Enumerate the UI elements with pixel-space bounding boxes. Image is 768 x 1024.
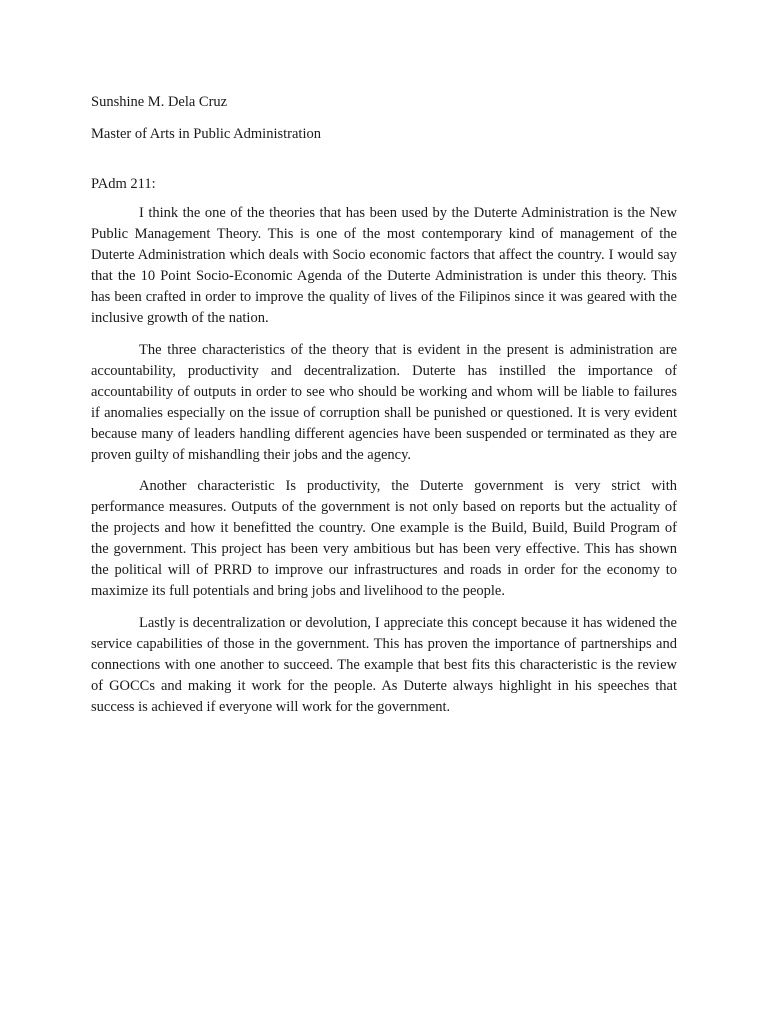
paragraph-1: I think the one of the theories that has been used by the Duterte Administration is the New Public Management Theory. This is one of the most contemporary kind of management of the Duterte Administration which deals with Socio economic factors that affect the country. I would say that the 10 Point Socio-Economic Agenda of the Duterte Administration is under this theory. This has been crafted in order to improve the quality of lives of the Filipinos since it was geared with the inclusive growth of the nation. [91, 205, 677, 326]
paragraph-2: The three characteristics of the theory that is evident in the present is administration are accountability, productivity and decentralization. Duterte has instilled the importance of accountability of outputs in order to see who should be working and whom will be liable to failures if anomalies especially on the issue of corruption shall be punished or questioned. It is very evident because many of leaders handling different agencies have been suspended or terminated as they are proven guilty of mishandling their jobs and the agency. [91, 341, 677, 463]
degree-program: Master of Arts in Public Administration [91, 125, 321, 142]
document-body [91, 92, 677, 728]
paragraph-3: Another characteristic Is productivity, the Duterte government is very strict with performance measures. Outputs of the government is not only based on reports but the actuality of the projects and how it benefitted the country. One example is the Build, Build, Build Program of the government. This project has been very ambitious but has been very effective. This has shown the political will of PRRD to improve our infrastructures and roads in order for the economy to maximize its full potentials and bring jobs and livelihood to the people. [91, 478, 677, 599]
author-name: Sunshine M. Dela Cruz [91, 94, 228, 110]
course-code: PAdm 211: [91, 175, 156, 192]
paragraph-4: Lastly is decentralization or devolution, I appreciate this concept because it has widened the service capabilities of those in the government. This has proven the importance of partnerships and connections with one another to succeed. The example that best fits this characteristic is the review of GOCCs and making it work for the people. As Duterte always highlight in his speeches that success is achieved if everyone will work for the government. [91, 614, 677, 715]
